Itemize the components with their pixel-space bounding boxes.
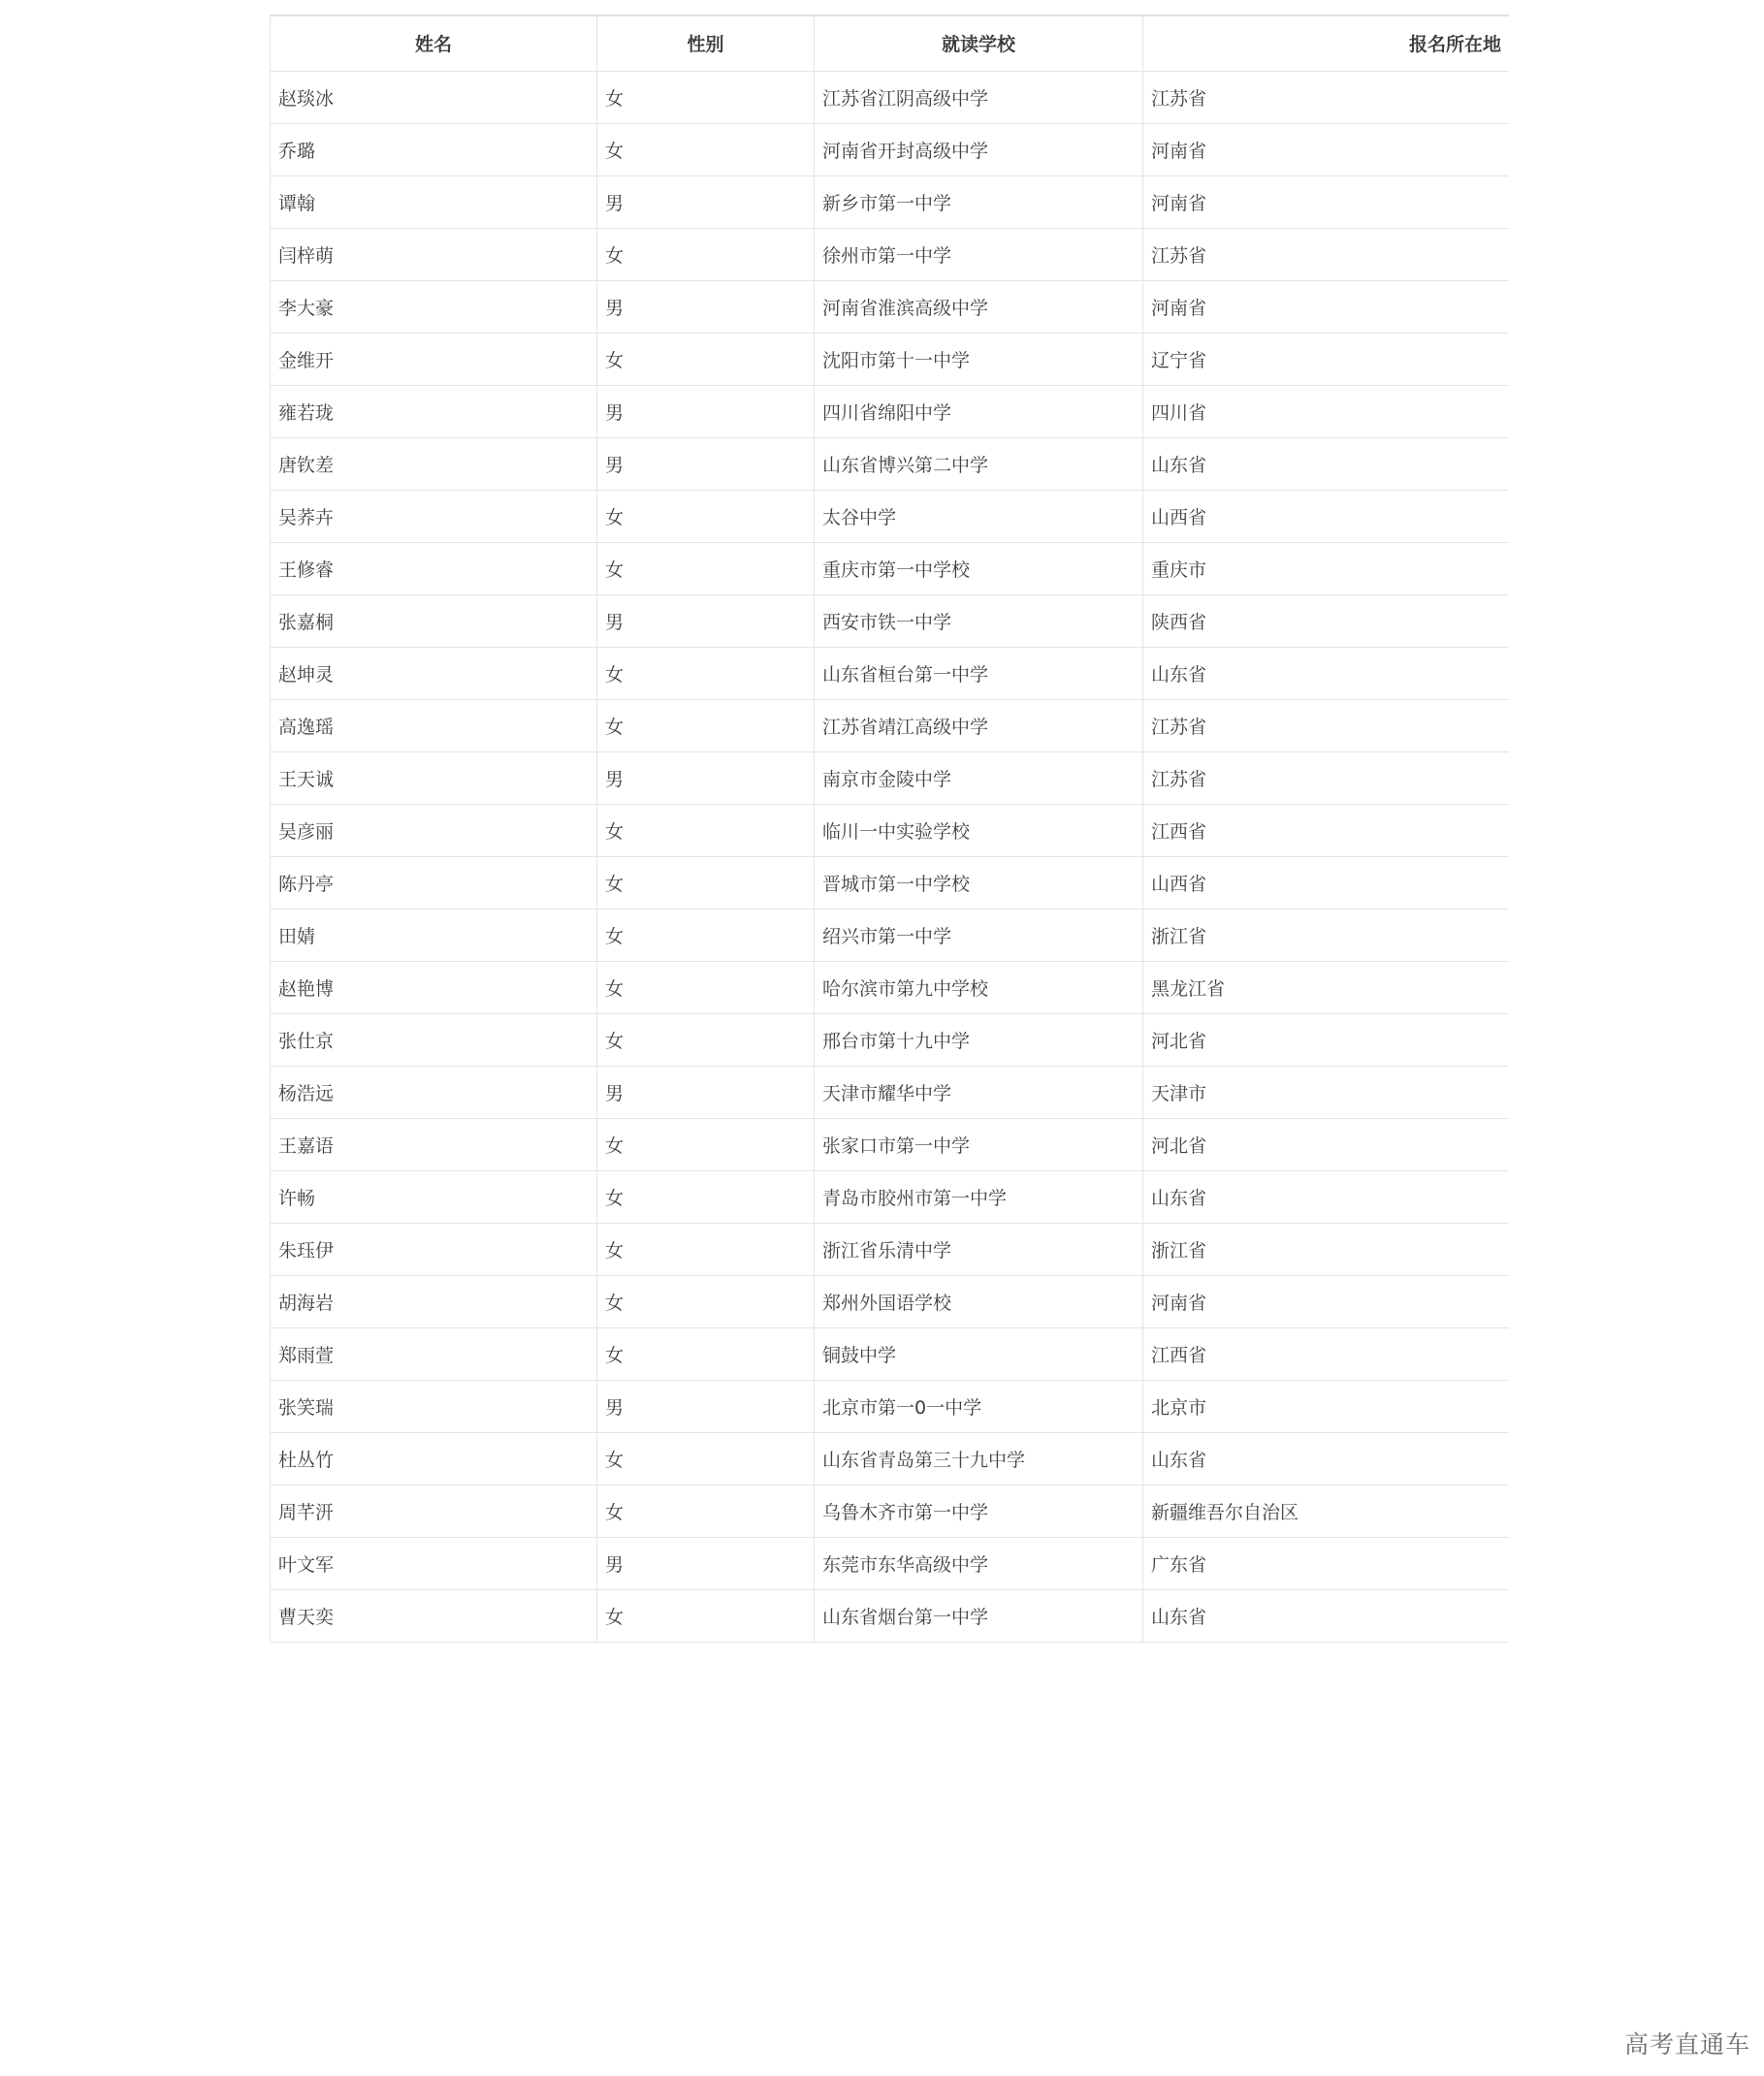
table-header-row [271,16,1510,71]
cell-school: 重庆市第一中学校 [815,542,1143,594]
cell-name: 雍若珑 [271,385,597,437]
cell-region: 天津市 [1143,1066,1510,1118]
cell-name: 张仕京 [271,1013,597,1066]
cell-school: 铜鼓中学 [815,1327,1143,1380]
cell-gender: 女 [597,1485,815,1537]
table-row [271,1118,1510,1170]
watermark-text: 高考直通车 [1623,2030,1750,2059]
header-name: 姓名 [271,16,597,71]
cell-name: 张笑瑞 [271,1380,597,1432]
table-row [271,228,1510,280]
cell-region: 陕西省 [1143,594,1510,647]
cell-school: 张家口市第一中学 [815,1118,1143,1170]
cell-school: 徐州市第一中学 [815,228,1143,280]
cell-region: 江西省 [1143,1327,1510,1380]
cell-region: 黑龙江省 [1143,961,1510,1013]
table-row [271,1485,1510,1537]
table-row [271,1066,1510,1118]
cell-gender: 女 [597,228,815,280]
cell-name: 谭翰 [271,176,597,228]
table-row [271,594,1510,647]
cell-gender: 女 [597,1275,815,1327]
roster-table [270,15,1509,1643]
table-row [271,1327,1510,1380]
cell-name: 李大豪 [271,280,597,333]
cell-gender: 女 [597,1170,815,1223]
cell-school: 山东省博兴第二中学 [815,437,1143,490]
cell-name: 田婧 [271,909,597,961]
table-row [271,751,1510,804]
cell-gender: 男 [597,1380,815,1432]
table-row [271,71,1510,123]
cell-name: 吴荞卉 [271,490,597,542]
table-row [271,385,1510,437]
cell-school: 山东省桓台第一中学 [815,647,1143,699]
cell-school: 河南省开封高级中学 [815,123,1143,176]
table-row [271,1589,1510,1642]
cell-region: 河北省 [1143,1118,1510,1170]
cell-school: 东莞市东华高级中学 [815,1537,1143,1589]
table-row [271,909,1510,961]
roster-table-body [271,71,1510,1642]
table-row [271,333,1510,385]
cell-gender: 女 [597,333,815,385]
cell-region: 山东省 [1143,647,1510,699]
table-row [271,1170,1510,1223]
cell-school: 北京市第一0一中学 [815,1380,1143,1432]
cell-name: 杜丛竹 [271,1432,597,1485]
cell-name: 周芊汧 [271,1485,597,1537]
cell-school: 绍兴市第一中学 [815,909,1143,961]
cell-gender: 女 [597,699,815,751]
cell-gender: 男 [597,1537,815,1589]
cell-region: 江苏省 [1143,71,1510,123]
cell-school: 晋城市第一中学校 [815,856,1143,909]
cell-school: 新乡市第一中学 [815,176,1143,228]
cell-region: 北京市 [1143,1380,1510,1432]
cell-name: 赵琰冰 [271,71,597,123]
cell-gender: 女 [597,123,815,176]
table-row [271,490,1510,542]
cell-name: 许畅 [271,1170,597,1223]
cell-gender: 女 [597,856,815,909]
cell-region: 山东省 [1143,437,1510,490]
table-row [271,1380,1510,1432]
table-row [271,1013,1510,1066]
cell-name: 金维开 [271,333,597,385]
cell-gender: 女 [597,804,815,856]
cell-region: 江苏省 [1143,699,1510,751]
cell-name: 叶文军 [271,1537,597,1589]
cell-name: 王嘉语 [271,1118,597,1170]
cell-region: 辽宁省 [1143,333,1510,385]
cell-region: 山西省 [1143,490,1510,542]
cell-gender: 女 [597,490,815,542]
table-row [271,1432,1510,1485]
table-row [271,176,1510,228]
cell-school: 沈阳市第十一中学 [815,333,1143,385]
cell-name: 王修睿 [271,542,597,594]
cell-region: 浙江省 [1143,1223,1510,1275]
cell-school: 江苏省靖江高级中学 [815,699,1143,751]
cell-gender: 女 [597,1013,815,1066]
cell-school: 乌鲁木齐市第一中学 [815,1485,1143,1537]
cell-school: 山东省青岛第三十九中学 [815,1432,1143,1485]
table-row [271,647,1510,699]
cell-region: 重庆市 [1143,542,1510,594]
table-row [271,699,1510,751]
cell-gender: 男 [597,280,815,333]
cell-school: 南京市金陵中学 [815,751,1143,804]
cell-gender: 男 [597,437,815,490]
cell-name: 张嘉桐 [271,594,597,647]
table-row [271,437,1510,490]
cell-region: 江苏省 [1143,228,1510,280]
cell-gender: 女 [597,1118,815,1170]
table-row [271,1275,1510,1327]
cell-name: 赵坤灵 [271,647,597,699]
cell-region: 山东省 [1143,1589,1510,1642]
cell-school: 邢台市第十九中学 [815,1013,1143,1066]
cell-gender: 男 [597,751,815,804]
cell-region: 河南省 [1143,1275,1510,1327]
cell-region: 浙江省 [1143,909,1510,961]
roster-table-container [270,15,1509,1643]
cell-name: 唐钦差 [271,437,597,490]
cell-name: 吴彦丽 [271,804,597,856]
cell-name: 胡海岩 [271,1275,597,1327]
cell-name: 高逸瑶 [271,699,597,751]
cell-region: 山东省 [1143,1432,1510,1485]
cell-school: 太谷中学 [815,490,1143,542]
cell-region: 河南省 [1143,176,1510,228]
table-row [271,123,1510,176]
table-row [271,1537,1510,1589]
cell-region: 河北省 [1143,1013,1510,1066]
cell-region: 河南省 [1143,123,1510,176]
table-row [271,1223,1510,1275]
cell-gender: 女 [597,647,815,699]
cell-region: 广东省 [1143,1537,1510,1589]
cell-school: 哈尔滨市第九中学校 [815,961,1143,1013]
cell-school: 浙江省乐清中学 [815,1223,1143,1275]
cell-region: 四川省 [1143,385,1510,437]
table-row [271,961,1510,1013]
cell-name: 陈丹亭 [271,856,597,909]
cell-gender: 男 [597,1066,815,1118]
cell-name: 乔璐 [271,123,597,176]
table-row [271,804,1510,856]
cell-region: 江西省 [1143,804,1510,856]
header-school: 就读学校 [815,16,1143,71]
cell-gender: 男 [597,594,815,647]
cell-region: 新疆维吾尔自治区 [1143,1485,1510,1537]
cell-school: 山东省烟台第一中学 [815,1589,1143,1642]
cell-school: 西安市铁一中学 [815,594,1143,647]
cell-school: 临川一中实验学校 [815,804,1143,856]
cell-region: 河南省 [1143,280,1510,333]
cell-gender: 男 [597,385,815,437]
table-row [271,856,1510,909]
cell-region: 山西省 [1143,856,1510,909]
cell-gender: 女 [597,1327,815,1380]
cell-gender: 女 [597,542,815,594]
header-region: 报名所在地 [1143,16,1510,71]
cell-school: 河南省淮滨高级中学 [815,280,1143,333]
cell-name: 杨浩远 [271,1066,597,1118]
cell-region: 江苏省 [1143,751,1510,804]
cell-region: 山东省 [1143,1170,1510,1223]
cell-name: 王天诚 [271,751,597,804]
cell-gender: 女 [597,909,815,961]
header-gender: 性别 [597,16,815,71]
table-row [271,280,1510,333]
table-row [271,542,1510,594]
cell-gender: 女 [597,1589,815,1642]
cell-name: 朱珏伊 [271,1223,597,1275]
cell-school: 天津市耀华中学 [815,1066,1143,1118]
cell-school: 四川省绵阳中学 [815,385,1143,437]
cell-gender: 女 [597,1223,815,1275]
cell-name: 赵艳博 [271,961,597,1013]
cell-gender: 男 [597,176,815,228]
cell-gender: 女 [597,961,815,1013]
cell-school: 青岛市胶州市第一中学 [815,1170,1143,1223]
cell-name: 曹天奕 [271,1589,597,1642]
cell-school: 江苏省江阴高级中学 [815,71,1143,123]
cell-gender: 女 [597,71,815,123]
cell-gender: 女 [597,1432,815,1485]
cell-name: 闫梓萌 [271,228,597,280]
cell-school: 郑州外国语学校 [815,1275,1143,1327]
cell-name: 郑雨萱 [271,1327,597,1380]
